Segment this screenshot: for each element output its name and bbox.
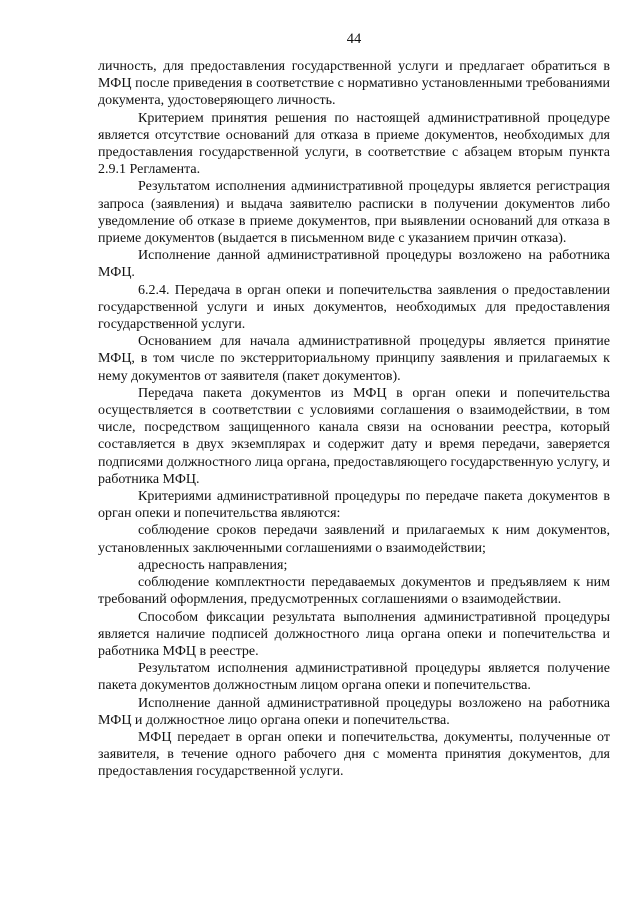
paragraph-8: Критериями административной процедуры по передаче пакета документов в орган опеки и попечительства являются: — [98, 489, 610, 522]
paragraph-4: Исполнение данной административной процедуры возложено на работника МФЦ. — [98, 248, 610, 281]
paragraph-6: Основанием для начала административной процедуры является принятие МФЦ, в том числе по экстерриториальному принципу заявления и прилагаемых к нему документов от заявителя (пакет документов). — [98, 334, 610, 384]
paragraph-14: Исполнение данной административной процедуры возложено на работника МФЦ и должностное лицо органа опеки и попечительства. — [98, 695, 610, 728]
paragraph-13: Результатом исполнения административной процедуры является получение пакета документов должностным лицом органа опеки и попечительства. — [98, 661, 610, 694]
document-page — [98, 30, 610, 781]
paragraph-9: соблюдение сроков передачи заявлений и прилагаемых к ним документов, установленных заключенными соглашениями о взаимодействии; — [98, 523, 610, 556]
paragraph-5: 6.2.4. Передача в орган опеки и попечительства заявления о предоставлении государственной услуги и иных документов, необходимых для предоставления государственной услуги. — [98, 282, 610, 333]
paragraph-2: Критерием принятия решения по настоящей административной процедуре является отсутствие оснований для отказа в приеме документов, необходимых для предоставления государственной услуги, в соответствие с абзацем вторым пункта 2.9.1 Регламента. — [98, 110, 610, 178]
paragraph-15: МФЦ передает в орган опеки и попечительства, документы, полученные от заявителя, в течение одного рабочего дня с момента принятия документов, для предоставления государственной услуги. — [98, 729, 610, 780]
document-body — [98, 58, 610, 781]
paragraph-7: Передача пакета документов из МФЦ в орган опеки и попечительства осуществляется в соответствии с условиями соглашения о взаимодействии, в том числе, посредством защищенного канала связи на основании реестра, который составляется в двух экземплярах и содержит дату и время передачи, заверяется подписями должностного лица органа, предоставляющего государственную услугу, и работника МФЦ. — [98, 385, 610, 487]
paragraph-11: соблюдение комплектности передаваемых документов и предъявляем к ним требований оформления, предусмотренных соглашениями о взаимодействии. — [98, 575, 610, 608]
paragraph-1: личность, для предоставления государственной услуги и предлагает обратиться в МФЦ после приведения в соответствие с нормативно установленными требованиями документа, удостоверяющего личность. — [98, 59, 610, 109]
page-number: 44 — [346, 31, 362, 47]
paragraph-10: адресность направления; — [138, 557, 288, 573]
paragraph-3: Результатом исполнения административной процедуры является регистрация запроса (заявления) и выдача заявителю расписки в получении документов либо уведомление об отказе в приеме документов, при выявлении оснований для отказа в приеме документов (выдается в письменном виде с указанием причин отказа). — [98, 179, 610, 247]
paragraph-12: Способом фиксации результата выполнения административной процедуры является наличие подписей должностного лица органа опеки и попечительства и работника МФЦ в реестре. — [98, 609, 610, 659]
